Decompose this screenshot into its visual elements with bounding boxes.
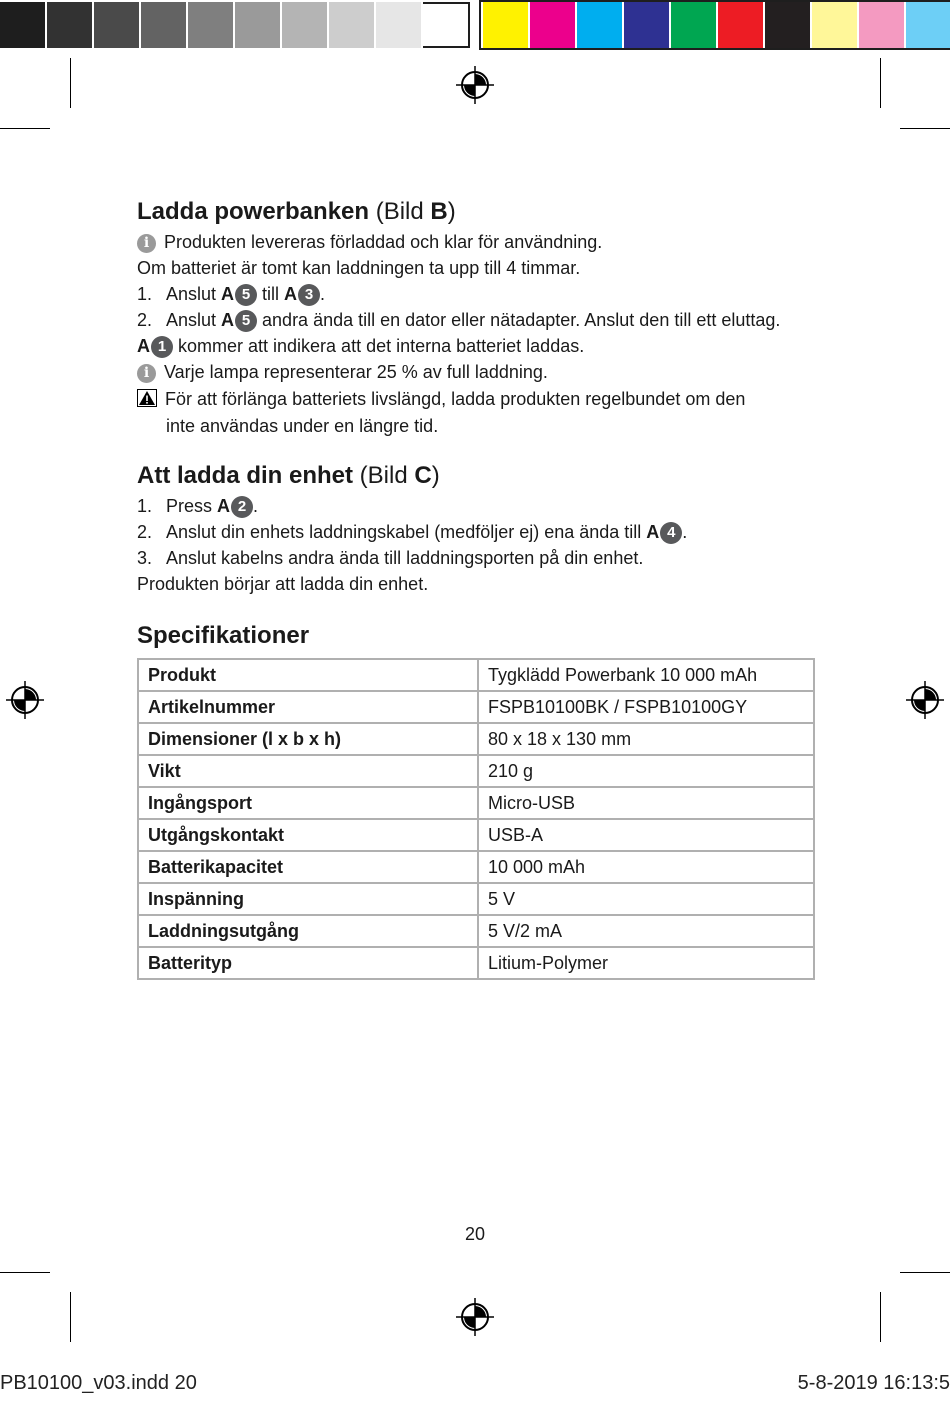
paragraph: A 1 kommer att indikera att det interna batteriet laddas. <box>137 336 585 356</box>
warning-icon <box>137 389 157 407</box>
callout-badge: 4 <box>660 522 682 544</box>
callout-badge: 1 <box>151 336 173 358</box>
callout-badge: 3 <box>298 284 320 306</box>
registration-mark-icon <box>455 1297 495 1337</box>
crop-mark <box>0 128 50 129</box>
crop-mark <box>900 128 950 129</box>
spec-value: 210 g <box>478 755 814 787</box>
color-calibration-bar <box>0 0 950 50</box>
specifications-table <box>137 658 815 980</box>
gray-swatch <box>94 2 141 48</box>
table-row <box>138 819 814 851</box>
crop-mark <box>0 1272 50 1273</box>
gray-swatch <box>141 2 188 48</box>
table-row <box>138 947 814 979</box>
spec-value: USB-A <box>478 819 814 851</box>
gray-swatch <box>47 2 94 48</box>
gray-swatch <box>282 2 329 48</box>
spec-value: Tygklädd Powerbank 10 000 mAh <box>478 659 814 691</box>
paragraph: Om batteriet är tomt kan laddningen ta upp till 4 timmar. <box>137 258 581 278</box>
gray-swatch <box>0 2 47 48</box>
paragraph: Produkten börjar att ladda din enhet. <box>137 574 429 594</box>
spec-key: Utgångskontakt <box>138 819 478 851</box>
spec-key: Inspänning <box>138 883 478 915</box>
section-heading-specifications: Specifikationer <box>137 622 310 649</box>
gray-swatch <box>329 2 376 48</box>
spec-key: Produkt <box>138 659 478 691</box>
spec-value: Micro-USB <box>478 787 814 819</box>
spec-key: Laddningsutgång <box>138 915 478 947</box>
list-item: 2. Anslut A 5 andra ända till en dator eller nätadapter. Anslut den till ett eluttag. <box>137 310 781 330</box>
gray-swatch <box>188 2 235 48</box>
registration-mark-icon <box>5 680 45 720</box>
table-row <box>138 851 814 883</box>
list-item: 2. Anslut din enhets laddningskabel (medföljer ej) ena ända till A 4 . <box>137 522 688 542</box>
crop-mark <box>70 1292 71 1342</box>
gray-swatch <box>376 2 423 48</box>
gray-swatch <box>423 2 470 48</box>
registration-mark-icon <box>455 65 495 105</box>
spec-key: Batterikapacitet <box>138 851 478 883</box>
callout-badge: 5 <box>235 284 257 306</box>
spec-key: Dimensioner (l x b x h) <box>138 723 478 755</box>
spec-value: 80 x 18 x 130 mm <box>478 723 814 755</box>
crop-mark <box>880 58 881 108</box>
section-heading-charge-device: Att ladda din enhet (Bild C) <box>137 462 440 489</box>
table-row <box>138 915 814 947</box>
document-body <box>137 195 817 980</box>
spec-value: FSPB10100BK / FSPB10100GY <box>478 691 814 723</box>
process-color-frame <box>479 0 950 50</box>
slug-filename: PB10100_v03.indd 20 <box>0 1372 197 1394</box>
info-icon: i <box>137 364 156 383</box>
spec-key: Artikelnummer <box>138 691 478 723</box>
section-heading-charge-powerbank: Ladda powerbanken (Bild B) <box>137 198 456 225</box>
spec-key: Ingångsport <box>138 787 478 819</box>
warning-note-continuation: inte användas under en längre tid. <box>166 416 439 436</box>
callout-badge: 2 <box>231 496 253 518</box>
table-row <box>138 883 814 915</box>
table-row <box>138 787 814 819</box>
spec-value: 10 000 mAh <box>478 851 814 883</box>
callout-badge: 5 <box>235 310 257 332</box>
spec-value: 5 V/2 mA <box>478 915 814 947</box>
list-item: 1. Press A 2 . <box>137 496 259 516</box>
table-row <box>138 691 814 723</box>
crop-mark <box>900 1272 950 1273</box>
crop-mark <box>880 1292 881 1342</box>
table-row <box>138 659 814 691</box>
info-note: i Varje lampa representerar 25 % av full laddning. <box>137 359 817 385</box>
slug-timestamp: 5-8-2019 16:13:5 <box>797 1372 950 1394</box>
warning-note: För att förlänga batteriets livslängd, ladda produkten regelbundet om den <box>137 386 817 412</box>
crop-mark <box>70 58 71 108</box>
page-number: 20 <box>464 1224 486 1244</box>
list-item: 3. Anslut kabelns andra ända till laddningsporten på din enhet. <box>137 548 644 568</box>
gray-swatch <box>235 2 282 48</box>
table-row <box>138 723 814 755</box>
list-item: 1. Anslut A 5 till A 3 . <box>137 284 326 304</box>
info-icon: i <box>137 234 156 253</box>
registration-mark-icon <box>905 680 945 720</box>
info-note: i Produkten levereras förladdad och klar för användning. <box>137 229 817 255</box>
spec-key: Batterityp <box>138 947 478 979</box>
spec-value: 5 V <box>478 883 814 915</box>
spec-value: Litium-Polymer <box>478 947 814 979</box>
spec-key: Vikt <box>138 755 478 787</box>
table-row <box>138 755 814 787</box>
